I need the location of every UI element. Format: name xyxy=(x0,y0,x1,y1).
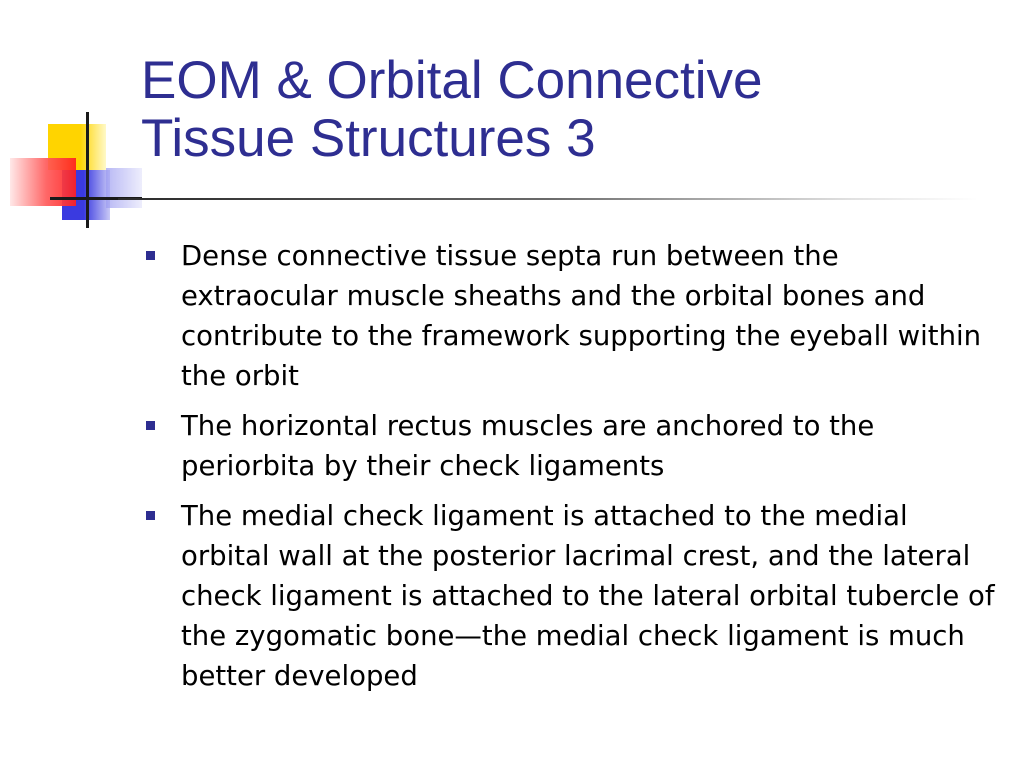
square-bullet-icon xyxy=(146,421,155,430)
square-bullet-icon xyxy=(146,511,155,520)
bullet-item-2 xyxy=(141,406,1001,486)
decorative-vertical-line xyxy=(86,112,89,228)
bullet-text-2: The horizontal rectus muscles are anchored to the periorbita by their check ligaments xyxy=(181,410,875,482)
slide-title xyxy=(141,52,1001,168)
bullet-item-1 xyxy=(141,236,1001,396)
slide-title-line-2: Tissue Structures 3 xyxy=(141,109,596,168)
slide-title-line-1: EOM & Orbital Connective xyxy=(141,51,763,110)
bullet-item-3 xyxy=(141,496,1001,696)
title-underline-rule xyxy=(118,198,978,200)
bullet-list xyxy=(141,236,1001,706)
decorative-blue-fade-square xyxy=(106,168,142,208)
bullet-text-1: Dense connective tissue septa run between the extraocular muscle sheaths and the orbital bones and contribute to the framework supporting the eyeball within the orbit xyxy=(181,240,982,392)
square-bullet-icon xyxy=(146,251,155,260)
bullet-text-3: The medial check ligament is attached to the medial orbital wall at the posterior lacrimal crest, and the lateral check ligament is attached to the lateral orbital tubercle of the zygomatic bone—the medial check ligament is much better developed xyxy=(181,500,995,692)
